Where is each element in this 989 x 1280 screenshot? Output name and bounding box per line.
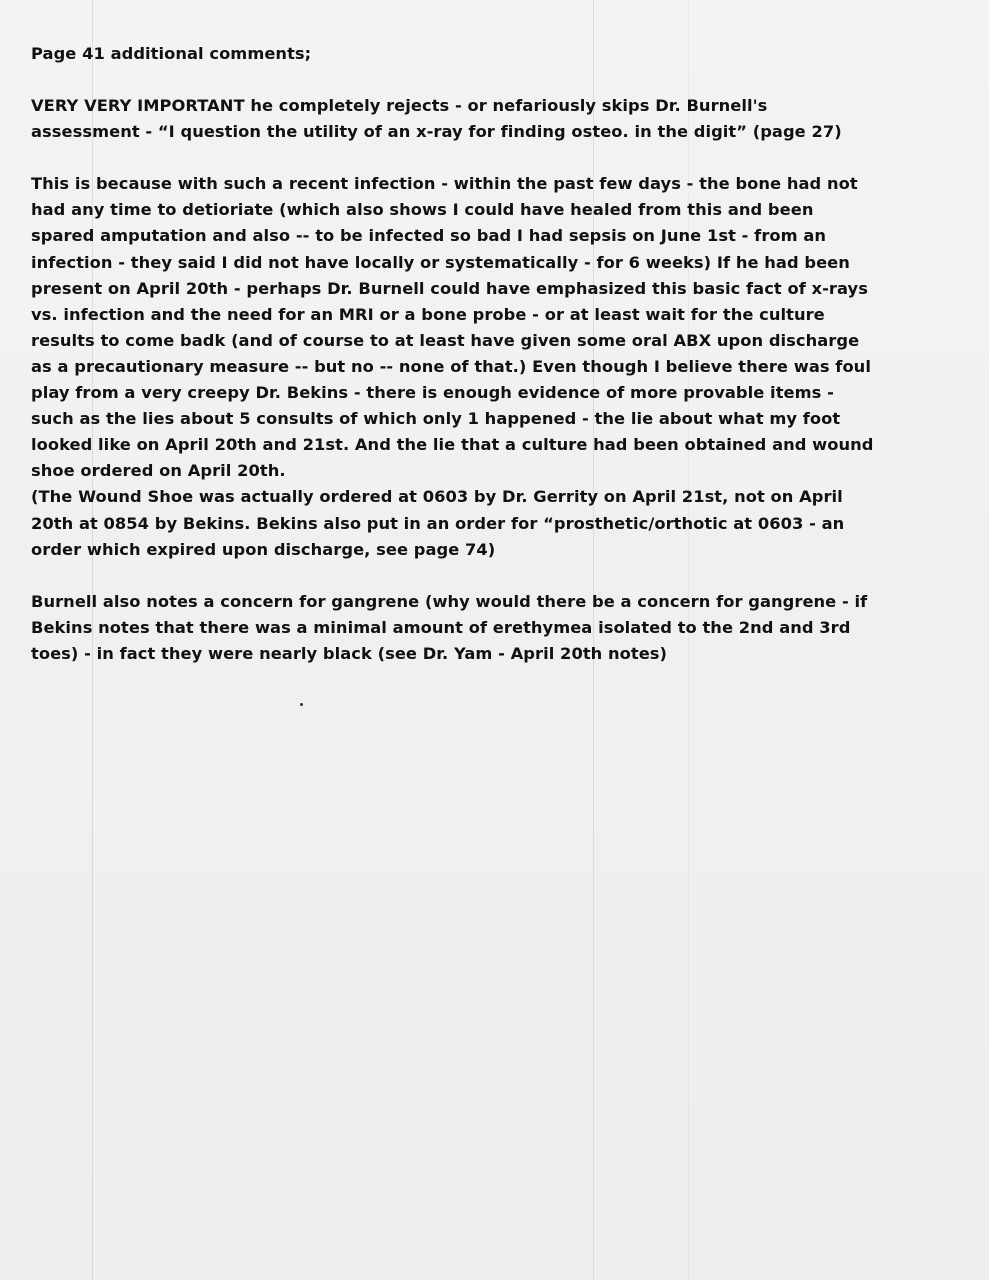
paragraph-important <box>31 93 961 145</box>
paragraph-gap <box>31 67 961 93</box>
paragraph-gap <box>31 145 961 171</box>
document-body <box>31 41 961 667</box>
text-line: spared amputation and also -- to be infected so bad I had sepsis on June 1st - from an <box>31 226 827 246</box>
text-line: toes) - in fact they were nearly black (see Dr. Yam - April 20th notes) <box>31 643 668 663</box>
text-line: had any time to detioriate (which also shows I could have healed from this and been <box>31 200 814 220</box>
text-line: looked like on April 20th and 21st. And the lie that a culture had been obtained and wound <box>31 435 874 455</box>
text-line: as a precautionary measure -- but no -- none of that.) Even though I believe there was foul <box>31 356 871 376</box>
text-line: Bekins notes that there was a minimal amount of erethymea isolated to the 2nd and 3rd <box>31 617 851 637</box>
text-line: 20th at 0854 by Bekins. Bekins also put in an order for “prosthetic/orthotic at 0603 - an <box>31 513 845 533</box>
text-line: order which expired upon discharge, see page 74) <box>31 539 496 559</box>
text-line: (The Wound Shoe was actually ordered at 0603 by Dr. Gerrity on April 21st, not on April <box>31 487 843 507</box>
page-heading: Page 41 additional comments; <box>31 44 312 63</box>
text-line: assessment - “I question the utility of an x-ray for finding osteo. in the digit” (page 27) <box>31 122 842 142</box>
text-line: VERY VERY IMPORTANT he completely rejects - or nefariously skips Dr. Burnell's <box>31 96 768 116</box>
paragraph-gangrene <box>31 589 961 667</box>
text-line: play from a very creepy Dr. Bekins - there is enough evidence of more provable items - <box>31 383 834 403</box>
text-line: infection - they said I did not have locally or systematically - for 6 weeks) If he had been <box>31 252 850 272</box>
text-line: Burnell also notes a concern for gangrene (why would there be a concern for gangrene - if <box>31 591 868 611</box>
text-line: vs. infection and the need for an MRI or a bone probe - or at least wait for the culture <box>31 304 825 324</box>
text-line: present on April 20th - perhaps Dr. Burnell could have emphasized this basic fact of x-rays <box>31 278 868 298</box>
text-line: results to come badk (and of course to at least have given some oral ABX upon discharge <box>31 330 860 350</box>
text-line: shoe ordered on April 20th. <box>31 461 286 481</box>
paragraph-gap <box>31 563 961 589</box>
paragraph-explanation <box>31 171 961 562</box>
text-line: This is because with such a recent infection - within the past few days - the bone had not <box>31 174 858 194</box>
text-line: such as the lies about 5 consults of which only 1 happened - the lie about what my foot <box>31 409 841 429</box>
scan-speck <box>300 703 303 706</box>
